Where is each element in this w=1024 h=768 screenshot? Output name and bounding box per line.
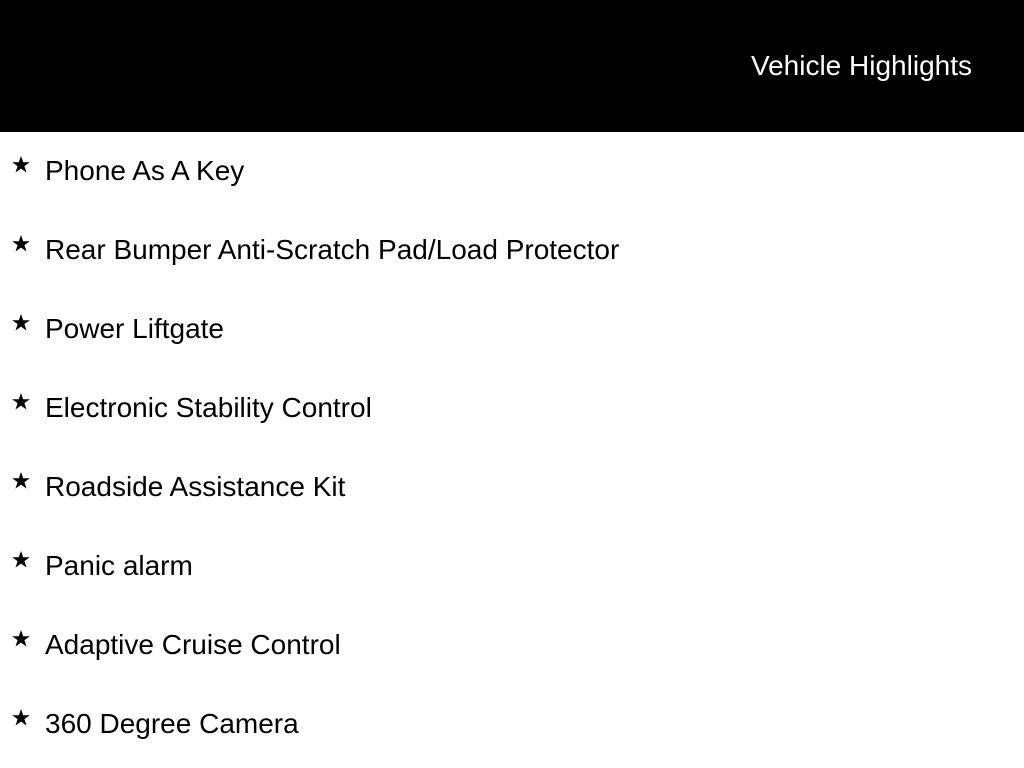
- highlight-item-panic-alarm: [0, 527, 1024, 606]
- star-icon: [11, 313, 31, 333]
- highlight-item-electronic-stability-control: [0, 369, 1024, 448]
- highlight-label: Rear Bumper Anti-Scratch Pad/Load Protector: [45, 234, 620, 265]
- highlight-item-power-liftgate: [0, 290, 1024, 369]
- vehicle-highlights-list: [0, 132, 1024, 764]
- highlight-item-roadside-assistance-kit: [0, 448, 1024, 527]
- highlight-label: Electronic Stability Control: [45, 392, 372, 423]
- star-icon: [11, 471, 31, 491]
- highlight-label: Phone As A Key: [45, 155, 245, 186]
- highlight-label: Adaptive Cruise Control: [45, 629, 341, 660]
- highlight-label: Power Liftgate: [45, 313, 224, 344]
- star-icon: [11, 392, 31, 412]
- highlight-label: Roadside Assistance Kit: [45, 471, 346, 502]
- highlight-item-360-degree-camera: [0, 685, 1024, 764]
- star-icon: [11, 629, 31, 649]
- star-icon: [11, 708, 31, 728]
- page-title: Vehicle Highlights: [750, 50, 972, 81]
- header-bar: [0, 0, 1024, 132]
- highlight-item-phone-as-a-key: [0, 132, 1024, 211]
- star-icon: [11, 155, 31, 175]
- highlight-item-adaptive-cruise-control: [0, 606, 1024, 685]
- highlight-label: Panic alarm: [45, 550, 193, 581]
- highlight-label: 360 Degree Camera: [45, 708, 299, 739]
- star-icon: [11, 234, 31, 254]
- star-icon: [11, 550, 31, 570]
- highlight-item-rear-bumper-protector: [0, 211, 1024, 290]
